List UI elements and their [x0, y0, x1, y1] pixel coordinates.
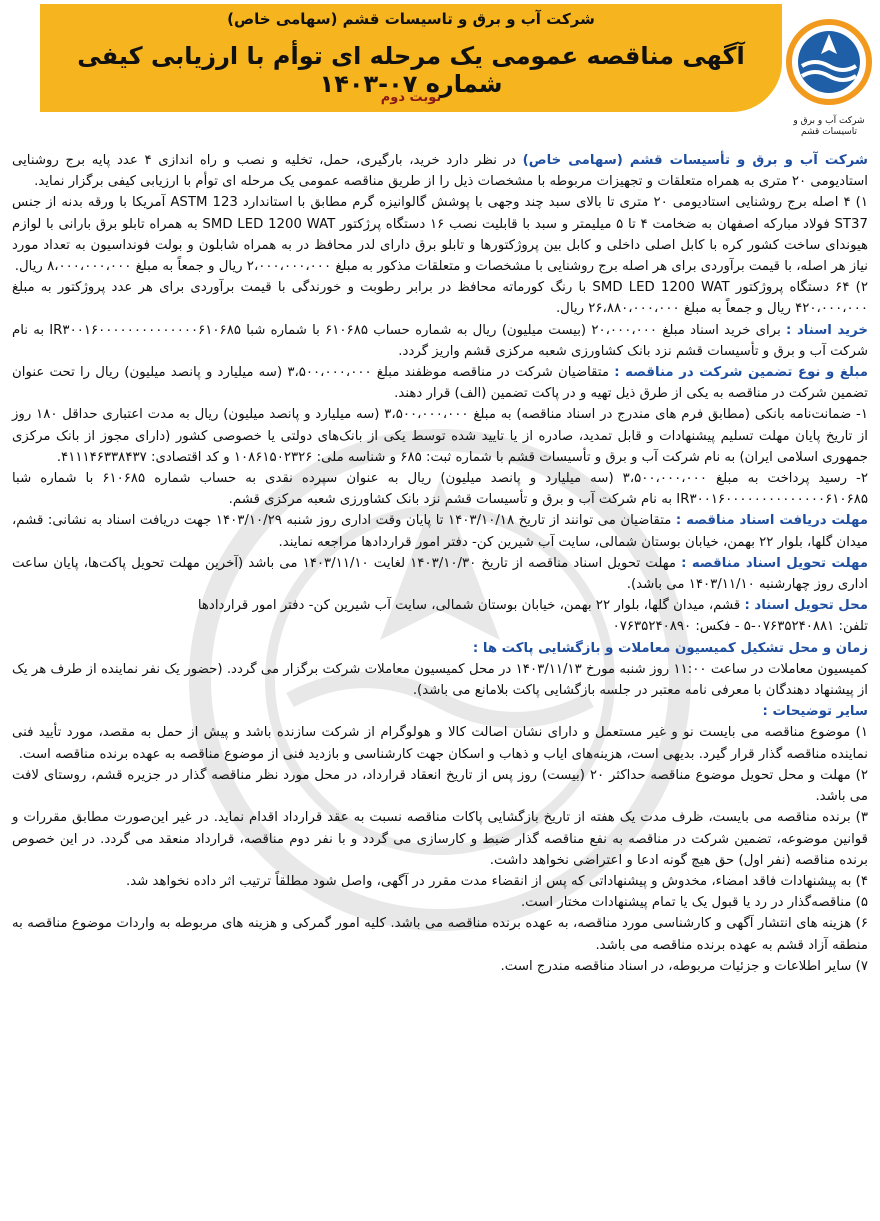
- notice-title: آگهی مناقصه عمومی یک مرحله ای توأم با ارزیابی کیفی شماره ۰۷-۱۴۰۳: [77, 42, 745, 98]
- commission-label: زمان و محل تشکیل کمیسیون معاملات و بازگشایی پاکت ها :: [472, 640, 868, 656]
- docs-section: [12, 320, 868, 362]
- guarantee-section: [12, 362, 868, 404]
- notes-label: سایر توضیحات :: [762, 704, 868, 720]
- note-item: ۱) موضوع مناقصه می بایست نو و غیر مستعمل و دارای نشان اصالت کالا و هولوگرام از شرکت سازنده باشد و پیش از حمل به مقصد، مورد تأیید فنی نماینده مناقصه گذار قرار گیرد. بدیهی است، هزینه‌های ایاب و ذهاب و اسکان جهت کارشناسی و بازدید فنی از موضوع مناقصه به عهده برنده مناقصه است.: [12, 725, 868, 762]
- round-label: نوبت دوم: [380, 90, 442, 105]
- intro-text: در نظر دارد خرید، بارگیری، حمل، تخلیه و نصب و راه اندازی ۴ عدد پایه برج روشنایی استادیومی ۲۰ متری به همراه متعلقات و تجهیزات مربوطه با مشخصات ذیل را از طریق مناقصه عمومی یک مرحله ای توأم با ارزیابی کیفی برگزار نماید.: [12, 153, 868, 190]
- note-item: ۴) به پیشنهادات فاقد امضاء، مخدوش و پیشنهاداتی که پس از انقضاء مدت مقرر در آگهی، واصل شود مطلقاً ترتیب اثر داده نخواهد شد.: [125, 873, 868, 889]
- intro-paragraph: [12, 150, 868, 192]
- commission-text: کمیسیون معاملات در ساعت ۱۱:۰۰ روز شنبه مورخ ۱۴۰۳/۱۱/۱۳ در محل کمیسیون معاملات شرکت برگزار می گردد. (حضور یک نفر نماینده از طرف هر یک از پیشنهاد دهندگان با معرفی نامه معتبر در جلسه بازگشایی پاکت بلامانع می باشد).: [12, 661, 868, 699]
- notice-header: [0, 0, 880, 150]
- guarantee-label: مبلغ و نوع تضمین شرکت در مناقصه :: [614, 365, 869, 381]
- item-1: ۱) ۴ اصله برج روشنایی استادیومی ۲۰ متری تا بالای سبد چند وجهی با پوشش گالوانیزه گرم مطابق با استاندارد ASTM 123 آمریکا با ورقه بدنه از جنس ST37 فولاد مبارکه اصفهان به ضخامت ۴ تا ۵ میلیمتر و سبد با قابلیت نصب ۱۶ دستگاه پرژکتور SMD LED 1200 WAT به همراه تابلو برق بارانی با لوازم هیوندای ساخت کشور کره با کابل اصلی داخلی و کابل بین پروژکتورها و تابلو برق دارای لدر محافظ در به همراه شابلون و بولت فونداسیون به تعداد مورد نیاز هر اصله، با قیمت برآوردی برای هر اصله برج روشنایی با مشخصات و متعلقات مذکور به مبلغ ۲،۰۰۰،۰۰۰،۰۰۰ ریال و جمعاً به مبلغ ۸،۰۰۰،۰۰۰،۰۰۰ ریال.: [12, 195, 868, 275]
- logo-caption-line-1: شرکت آب و برق و: [793, 116, 865, 126]
- note-item: ۲) مهلت و محل تحویل موضوع مناقصه حداکثر ۲۰ (بیست) روز پس از تاریخ انعقاد قرارداد، در محل مورد نظر مناقصه گذار در جزیره قشم، روستای لافت می باشد.: [12, 767, 868, 805]
- note-item: ۵) مناقصه‌گذار در رد یا قبول یک یا تمام پیشنهادات مختار است.: [520, 895, 868, 911]
- phone-line: تلفن: ۰۷۶۳۵۲۴۰۸۸۱-۵ - فکس: ۰۷۶۳۵۲۴۰۸۹۰: [612, 619, 868, 635]
- receive-section: [12, 510, 868, 552]
- place-text: قشم، میدان گلها، بلوار ۲۲ بهمن، خیابان بوستان شمالی، سایت آب شیرین کن- دفتر امور قراردادها: [197, 598, 745, 614]
- logo-caption-line-2: تاسیسات قشم: [801, 127, 857, 137]
- docs-label: خرید اسناد :: [786, 322, 868, 338]
- guarantee-option-1: ۱- ضمانت‌نامه بانکی (مطابق فرم های مندرج در اسناد مناقصه) به مبلغ ۳،۵۰۰،۰۰۰،۰۰۰ (سه میلیارد و پانصد میلیون) ریال به مدت اعتباری حداقل ۱۸۰ روز از تاریخ پایان مهلت تسلیم پیشنهادات و قابل تمدید، صادره از یا تایید شده توسط یکی از بانک‌های دولتی یا خصوصی کشور (دارای مجوز از بانک مرکزی جمهوری اسلامی ایران) به نام شرکت آب و برق و تأسیسات قشم با شماره ثبت: ۶۸۵ و شناسه ملی: ۱۰۸۶۱۵۰۲۳۲۶ و کد اقتصادی: ۴۱۱۱۴۶۳۳۸۴۳۷.: [12, 407, 869, 465]
- place-label: محل تحویل اسناد :: [744, 598, 868, 614]
- deliver-section: [12, 553, 868, 595]
- item-2: ۲) ۶۴ دستگاه پروژکتور SMD LED 1200 WAT با رنگ کورماته محافظ در برابر رطوبت و خورندگی با قیمت برآوردی برای هر عدد پروژکتور به مبلغ ۴۲۰،۰۰۰،۰۰۰ ریال و جمعاً به مبلغ ۲۶،۸۸۰،۰۰۰،۰۰۰ ریال.: [12, 280, 869, 317]
- receive-text: متقاضیان می توانند از تاریخ ۱۴۰۳/۱۰/۱۸ تا پایان وقت اداری روز شنبه ۱۴۰۳/۱۰/۲۹ جهت دریافت اسناد به نشانی: قشم، میدان گلها، بلوار ۲۲ بهمن، خیابان بوستان شمالی، سایت آب شیرین کن- دفتر امور قراردادها مراجعه نمایند.: [12, 513, 868, 550]
- docs-text: برای خرید اسناد مبلغ ۲۰،۰۰۰،۰۰۰ (بیست میلیون) ریال به شماره حساب ۶۱۰۶۸۵ با شماره شبا IR۳۰۰۱۶۰۰۰۰۰۰۰۰۰۰۰۰۰۰۶۱۰۶۸۵ به نام شرکت آب و برق و تأسیسات قشم نزد بانک کشاورزی شعبه مرکزی قشم واریز گردد.: [12, 322, 868, 359]
- note-item: ۷) سایر اطلاعات و جزئیات مربوطه، در اسناد مناقصه مندرج است.: [500, 958, 868, 974]
- guarantee-option-2: ۲- رسید پرداخت به مبلغ ۳،۵۰۰،۰۰۰،۰۰۰ (سه میلیارد و پانصد میلیون) ریال به عنوان سپرده نقدی به حساب شماره ۶۱۰۶۸۵ با شماره شبا IR۳۰۰۱۶۰۰۰۰۰۰۰۰۰۰۰۰۰۰۶۱۰۶۸۵ به نام شرکت آب و برق و تأسیسات قشم نزد بانک کشاورزی شعبه مرکزی قشم.: [12, 471, 869, 508]
- intro-company: شرکت آب و برق و تأسیسات قشم (سهامی خاص): [522, 153, 869, 168]
- deliver-text: مهلت تحویل اسناد مناقصه از تاریخ ۱۴۰۳/۱۰/۳۰ لغایت ۱۴۰۳/۱۱/۱۰ می باشد (آخرین مهلت تحویل پاکت‌ها، پایان ساعت اداری روز چهارشنبه ۱۴۰۳/۱۱/۱۰ می باشد).: [12, 555, 868, 593]
- note-item: ۶) هزینه های انتشار آگهی و کارشناسی مورد مناقصه، به عهده برنده مناقصه می باشد. کلیه امور گمرکی و هزینه های مربوطه به واردات موضوع مناقصه به منطقه آزاد قشم به عهده برنده مناقصه می باشد.: [12, 916, 868, 953]
- deliver-label: مهلت تحویل اسناد مناقصه :: [681, 555, 869, 571]
- receive-label: مهلت دریافت اسناد مناقصه :: [675, 513, 868, 529]
- notice-body: [12, 150, 868, 977]
- place-section: [12, 595, 868, 616]
- guarantee-text: متقاضیان شرکت در مناقصه موظفند مبلغ ۳،۵۰۰،۰۰۰،۰۰۰ (سه میلیارد و پانصد میلیون) ریال را تحت عنوان تضمین شرکت در مناقصه به یکی از طرق ذیل تهیه و در پاکت تضمین (الف) قرار دهند.: [12, 365, 868, 402]
- note-item: ۳) برنده مناقصه می بایست، ظرف مدت یک هفته از تاریخ بازگشایی پاکات مناقصه نسبت به عقد قرارداد اقدام نماید. در غیر این‌صورت مطابق مقررات و قوانین موضوعه، تضمین شرکت در مناقصه به نفع مناقصه گذار ضبط و کارسازی می گردد و با نفر دوم مناقصه، قرارداد منعقد می گردد. در این خصوص برنده مناقصه (نفر اول) حق هیچ گونه ادعا و اعتراضی نخواهد داشت.: [12, 810, 868, 868]
- company-name: شرکت آب و برق و تاسیسات قشم (سهامی خاص): [227, 10, 595, 28]
- logo-caption: [786, 116, 872, 138]
